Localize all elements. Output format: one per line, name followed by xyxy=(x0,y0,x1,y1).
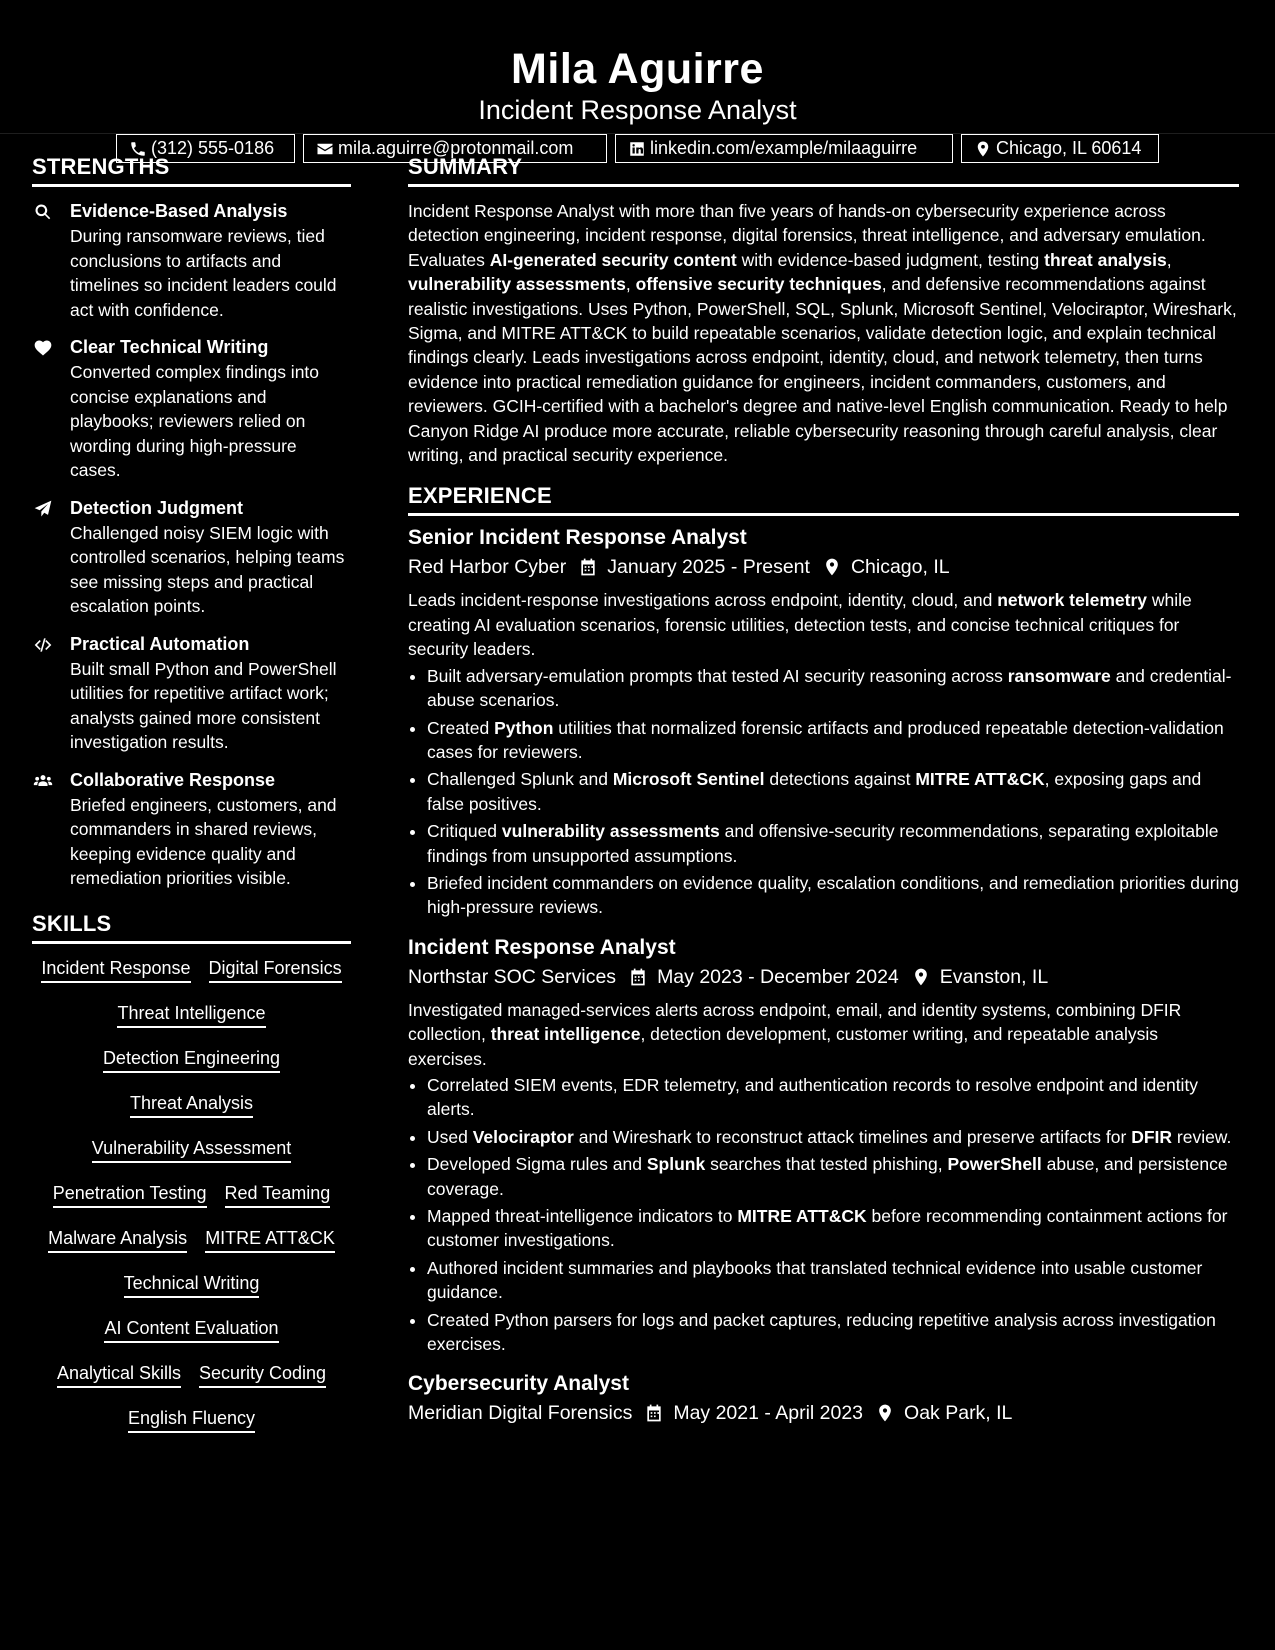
text-run: , and defensive recommendations against realistic investigations. Uses Python, PowerShell, SQL, Splunk, Microsoft Sentinel, Velociraptor, Wireshark, Sigma, and MITRE ATT&CK to build repeatable scenarios, validate detection logic, and explain technical findings clearly. Leads investigations across endpoint, identity, cloud, and network telemetry, then turns evidence into practical remediation guidance for engineers, incident commanders, customers, and reviewers. GCIH-certified with a bachelor's degree and native-level English communication. Ready to help Canyon Ridge AI produce more accurate, reliable cybersecurity reasoning through careful analysis, clear writing, and practical security experience. xyxy=(408,274,1237,466)
code-icon xyxy=(32,635,54,655)
text-run: , detection development, customer writing, and repeatable analysis exercises. xyxy=(408,1024,1158,1069)
text-run: with evidence-based judgment, testing xyxy=(736,249,1045,270)
job-bullet xyxy=(427,716,1239,765)
bold-text: Splunk xyxy=(646,1154,706,1175)
job-dates: May 2021 - April 2023 xyxy=(673,1402,864,1425)
bold-text: Velociraptor xyxy=(472,1126,574,1147)
strength-desc: Converted complex findings into concise explanations and playbooks; reviewers relied on wording during high-pressure cases. xyxy=(70,362,320,480)
skill-row xyxy=(32,1226,351,1271)
skill-tag: Detection Engineering xyxy=(103,1046,280,1073)
right-column xyxy=(408,154,1239,1434)
text-run: searches that tested phishing, xyxy=(705,1154,948,1175)
job-bullet xyxy=(427,1152,1239,1201)
job-bullet xyxy=(427,767,1239,816)
summary-heading: SUMMARY xyxy=(408,154,1239,187)
job-description xyxy=(408,998,1239,1071)
text-run: while creating AI evaluation scenarios, forensic utilities, detection tests, and concise technical critiques for security leaders. xyxy=(408,590,1192,660)
bold-text: threat analysis xyxy=(1044,249,1167,270)
candidate-name: Mila Aguirre xyxy=(511,45,764,93)
bold-text: AI-generated security content xyxy=(489,249,737,270)
strength-item xyxy=(32,632,351,755)
strength-desc: Briefed engineers, customers, and commanders in shared reviews, keeping evidence quality and remediation priorities visible. xyxy=(70,794,337,888)
strength-title: Practical Automation xyxy=(70,633,250,654)
job-dates: January 2025 - Present xyxy=(607,556,810,579)
job-entry xyxy=(408,1370,1239,1428)
text-run: Mapped threat-intelligence indicators to xyxy=(427,1206,738,1226)
contact-location-text: Chicago, IL 60614 xyxy=(996,138,1142,158)
job-dates: May 2023 - December 2024 xyxy=(657,965,899,988)
bold-text: vulnerability assessments xyxy=(408,274,626,295)
bold-text: DFIR xyxy=(1131,1126,1173,1147)
text-run: , exposing gaps and false positives. xyxy=(427,769,1202,814)
strengths-heading: STRENGTHS xyxy=(32,154,351,187)
text-run: before recommending containment actions for customer investigations. xyxy=(427,1206,1228,1251)
text-run: Incident Response Analyst with more than five years of hands-on cybersecurity experience across detection engineering, incident response, digital forensics, threat intelligence, and adversary emulation. Evaluates xyxy=(408,201,1206,270)
text-run: Authored incident summaries and playbooks that translated technical evidence into usable customer guidance. xyxy=(427,1257,1203,1303)
job-location: Oak Park, IL xyxy=(904,1402,1013,1425)
strength-item xyxy=(32,335,351,483)
bold-text: MITRE ATT&CK xyxy=(737,1206,867,1226)
skill-row xyxy=(32,1316,351,1361)
bold-text: ransomware xyxy=(1007,665,1111,686)
text-run: Used xyxy=(427,1126,473,1147)
text-run: and credential-abuse scenarios. xyxy=(427,665,1232,711)
experience-list xyxy=(408,524,1239,1428)
users-icon xyxy=(32,771,54,791)
job-title: Cybersecurity Analyst xyxy=(408,1372,629,1396)
strength-title: Detection Judgment xyxy=(70,497,244,518)
skill-tag: Red Teaming xyxy=(225,1181,331,1208)
job-bullet xyxy=(427,1308,1239,1357)
job-company: Meridian Digital Forensics xyxy=(408,1402,633,1425)
skill-row xyxy=(32,1271,351,1316)
calendar-icon xyxy=(628,967,648,987)
skill-row xyxy=(32,1136,351,1181)
text-run: Challenged Splunk and xyxy=(427,769,613,790)
skill-row xyxy=(32,1091,351,1136)
skill-tag: Digital Forensics xyxy=(209,956,342,983)
skill-row xyxy=(32,1046,351,1091)
skill-row xyxy=(32,1001,351,1046)
experience-heading: EXPERIENCE xyxy=(408,483,1239,516)
job-bullet xyxy=(427,871,1239,920)
skill-row xyxy=(32,1181,351,1226)
job-location: Chicago, IL xyxy=(850,556,950,579)
summary-text xyxy=(408,199,1239,467)
job-bullet xyxy=(427,664,1239,713)
text-run: Created Python parsers for logs and packet captures, reducing repetitive analysis across investigation exercises. xyxy=(427,1309,1216,1355)
strength-desc: During ransomware reviews, tied conclusions to artifacts and timelines so incident leaders could act with confidence. xyxy=(70,226,337,320)
job-bullet xyxy=(427,1125,1239,1149)
candidate-title: Incident Response Analyst xyxy=(478,95,797,125)
bold-text: Python xyxy=(494,717,554,738)
map-pin-icon xyxy=(911,967,931,987)
skill-tag: Vulnerability Assessment xyxy=(92,1136,291,1163)
contact-phone-text: (312) 555-0186 xyxy=(151,138,275,158)
calendar-icon xyxy=(578,557,598,577)
skill-tag: Malware Analysis xyxy=(48,1226,187,1253)
bold-text: Microsoft Sentinel xyxy=(612,769,765,790)
text-run: Developed Sigma rules and xyxy=(427,1154,647,1175)
map-pin-icon xyxy=(875,1403,895,1423)
job-bullets xyxy=(408,1073,1239,1356)
bold-text: vulnerability assessments xyxy=(501,821,720,842)
skill-tag: Penetration Testing xyxy=(53,1181,207,1208)
text-run: Investigated managed-services alerts across endpoint, email, and identity systems, combining DFIR collection, xyxy=(408,999,1182,1045)
skill-row xyxy=(32,956,351,1001)
skill-row xyxy=(32,1361,351,1406)
paper-plane-icon xyxy=(32,499,54,519)
job-meta xyxy=(408,962,1239,992)
text-run: utilities that normalized forensic artifacts and produced repeatable detection-validation cases for reviewers. xyxy=(427,717,1224,762)
bold-text: network telemetry xyxy=(997,590,1147,611)
skill-tag: Security Coding xyxy=(199,1361,326,1388)
text-run: review. xyxy=(1172,1126,1232,1147)
job-company: Red Harbor Cyber xyxy=(408,556,567,579)
strength-item xyxy=(32,768,351,891)
left-column xyxy=(32,154,351,1451)
skill-row xyxy=(32,1406,351,1451)
text-run: , xyxy=(1166,249,1172,270)
text-run: and Wireshark to reconstruct attack timelines and preserve artifacts for xyxy=(573,1126,1132,1147)
text-run: and offensive-security recommendations, separating exploitable findings from unsupported assumptions. xyxy=(427,821,1219,866)
resume-header xyxy=(0,0,1275,158)
bold-text: threat intelligence xyxy=(490,1024,641,1045)
contact-email-text: mila.aguirre@protonmail.com xyxy=(338,138,574,158)
job-meta xyxy=(408,1398,1239,1428)
skill-tag: Analytical Skills xyxy=(57,1361,181,1388)
job-description xyxy=(408,588,1239,661)
skill-tag: MITRE ATT&CK xyxy=(205,1226,335,1253)
job-company: Northstar SOC Services xyxy=(408,965,617,988)
job-meta xyxy=(408,552,1239,582)
bold-text: offensive security techniques xyxy=(635,274,882,295)
skills-list xyxy=(32,956,351,1451)
skill-tag: English Fluency xyxy=(128,1406,255,1433)
text-run: Briefed incident commanders on evidence quality, escalation conditions, and remediation priorities during high-pressure reviews. xyxy=(427,872,1239,918)
strength-item xyxy=(32,496,351,619)
job-entry xyxy=(408,934,1239,1357)
job-title: Incident Response Analyst xyxy=(408,935,676,959)
job-entry xyxy=(408,524,1239,919)
strength-title: Evidence-Based Analysis xyxy=(70,201,288,221)
text-run: , xyxy=(625,274,636,295)
strength-item xyxy=(32,199,351,322)
job-bullet xyxy=(427,1256,1239,1305)
skills-heading: SKILLS xyxy=(32,911,351,944)
job-bullet xyxy=(427,819,1239,868)
skill-tag: Incident Response xyxy=(41,956,190,983)
magnifier-icon xyxy=(32,202,54,222)
job-title: Senior Incident Response Analyst xyxy=(408,526,747,550)
bold-text: MITRE ATT&CK xyxy=(915,769,1045,790)
text-run: Built adversary-emulation prompts that tested AI security reasoning across xyxy=(427,665,1008,686)
job-location: Evanston, IL xyxy=(939,965,1049,988)
skill-tag: Threat Analysis xyxy=(130,1091,253,1118)
contact-linkedin-text: linkedin.com/example/milaaguirre xyxy=(650,138,918,158)
text-run: detections against xyxy=(764,769,916,790)
strength-desc: Built small Python and PowerShell utilities for repetitive artifact work; analysts gained more consistent investigation results. xyxy=(70,658,337,752)
skill-tag: AI Content Evaluation xyxy=(104,1316,278,1343)
calendar-icon xyxy=(644,1403,664,1423)
job-bullets xyxy=(408,664,1239,920)
strength-title: Collaborative Response xyxy=(70,769,276,790)
text-run: abuse, and persistence coverage. xyxy=(427,1154,1228,1199)
job-bullet xyxy=(427,1073,1239,1122)
map-pin-icon xyxy=(822,557,842,577)
job-bullet xyxy=(427,1204,1239,1253)
text-run: Leads incident-response investigations across endpoint, identity, cloud, and xyxy=(408,590,998,611)
text-run: Correlated SIEM events, EDR telemetry, and authentication records to resolve endpoint and identity alerts. xyxy=(427,1074,1199,1120)
strength-title: Clear Technical Writing xyxy=(70,337,269,357)
skill-tag: Threat Intelligence xyxy=(117,1001,265,1028)
heart-icon xyxy=(32,338,54,358)
bold-text: PowerShell xyxy=(947,1154,1042,1175)
strength-desc: Challenged noisy SIEM logic with controlled scenarios, helping teams see missing steps and practical escalation points. xyxy=(70,522,345,616)
skill-tag: Technical Writing xyxy=(124,1271,260,1298)
text-run: Created xyxy=(427,717,495,738)
text-run: Critiqued xyxy=(427,821,502,842)
